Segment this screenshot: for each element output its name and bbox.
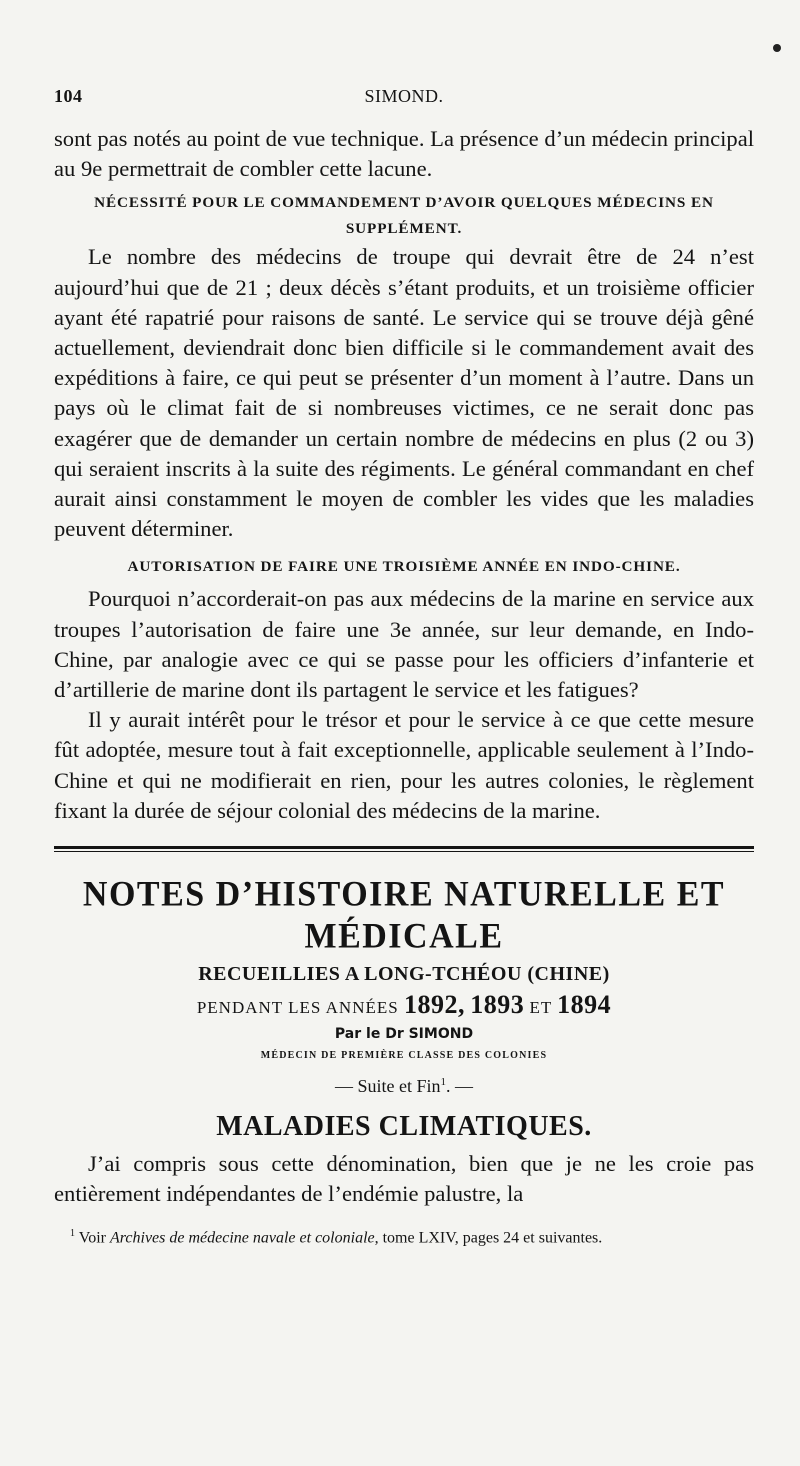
year-1892: 1892, [403, 990, 465, 1020]
chapter-title: MALADIES CLIMATIQUES. [216, 1111, 592, 1143]
year-1894: 1894 [557, 990, 612, 1020]
page-number: 104 [54, 86, 83, 106]
article-divider-thin [54, 851, 754, 852]
footnote-reference-details: , tome LXIV, pages 24 et suivantes. [374, 1229, 603, 1247]
section-paragraph-medecins-supplement: Le nombre des médecins de troupe qui devrait être de 24 n’est aujourd’hui que de 21 ; deux décès s’étant produits, et un troisième officier ayant été rapatrié pour raisons de santé. Le service qui se trouve déjà gêné actuellement, deviendrait donc bien difficile si le commandement avait des expéditions à faire, ce qui peut se présenter d’un moment à l’autre. Dans un pays où le climat fait de si nombreuses victimes, ce ne serait donc pas exagérer que de demander un certain nombre de médecins en plus (2 ou 3) qui seraient inscrits à la suite des régiments. Le général commandant en chef aurait ainsi constamment le moyen de combler les vides que les maladies peuvent déterminer. [54, 244, 754, 542]
year-1893: 1893 [470, 990, 525, 1020]
article-years [54, 990, 754, 1023]
article-byline: Par le Dr SIMOND [334, 1026, 474, 1043]
ink-speck [773, 44, 781, 52]
footnote [54, 1223, 754, 1249]
running-head-author: SIMOND. [364, 86, 444, 106]
footnote-marker: 1 [70, 1228, 75, 1240]
section-heading-medecins-supplement: NÉCESSITÉ POUR LE COMMANDEMENT D’AVOIR QUELQUES MÉDECINS EN SUPPLÉMENT. [94, 194, 714, 238]
section-heading-troisieme-annee: AUTORISATION DE FAIRE UNE TROISIÈME ANNÉE EN INDO-CHINE. [127, 558, 681, 576]
footnote-lead: Voir [78, 1229, 106, 1247]
article-title: NOTES D’HISTOIRE NATURELLE ET MÉDICALE [82, 875, 726, 956]
suite-text: — Suite et Fin [334, 1076, 441, 1097]
section-paragraph-troisieme-annee-2: Il y aurait intérêt pour le trésor et pour le service à ce que cette mesure fût adoptée, mesure tout à fait exceptionnelle, applicable seulement à l’Indo-Chine et qui ne modifierait en rien, pour les autres colonies, le règlement fixant la durée de séjour colonial des médecins de la marine. [54, 707, 754, 823]
article-divider-thick [54, 846, 754, 849]
running-head [54, 86, 754, 116]
section-paragraph-troisieme-annee-1: Pourquoi n’accorderait-on pas aux médecins de la marine en service aux troupes l’autorisation de faire une 3e année, sur leur demande, en Indo-Chine, par analogie avec ce qui se passe pour les officiers d’infanterie et d’artillerie de marine dont ils partagent le service et les fatigues? [54, 586, 754, 703]
body-text [54, 124, 754, 1250]
suite-text-end: . — [446, 1076, 473, 1097]
continuation-paragraph: sont pas notés au point de vue technique. La présence d’un médecin principal au 9e permettrait de combler cette lacune. [54, 126, 754, 182]
author-rank: MÉDECIN DE PREMIÈRE CLASSE DES COLONIES [260, 1050, 548, 1062]
years-conjunction: ET [529, 998, 552, 1018]
footnote-journal-title: Archives de médecine navale et coloniale [109, 1229, 375, 1247]
years-prefix: PENDANT LES ANNÉES [196, 998, 399, 1018]
footnote-reference: 1 [440, 1076, 446, 1089]
suite-et-fin [54, 1069, 754, 1099]
chapter-paragraph: J’ai compris sous cette dénomination, bien que je ne les croie pas entièrement indépendantes de l’endémie palustre, la [54, 1151, 754, 1207]
article-subtitle: RECUEILLIES A LONG-TCHÉOU (CHINE) [198, 963, 610, 986]
